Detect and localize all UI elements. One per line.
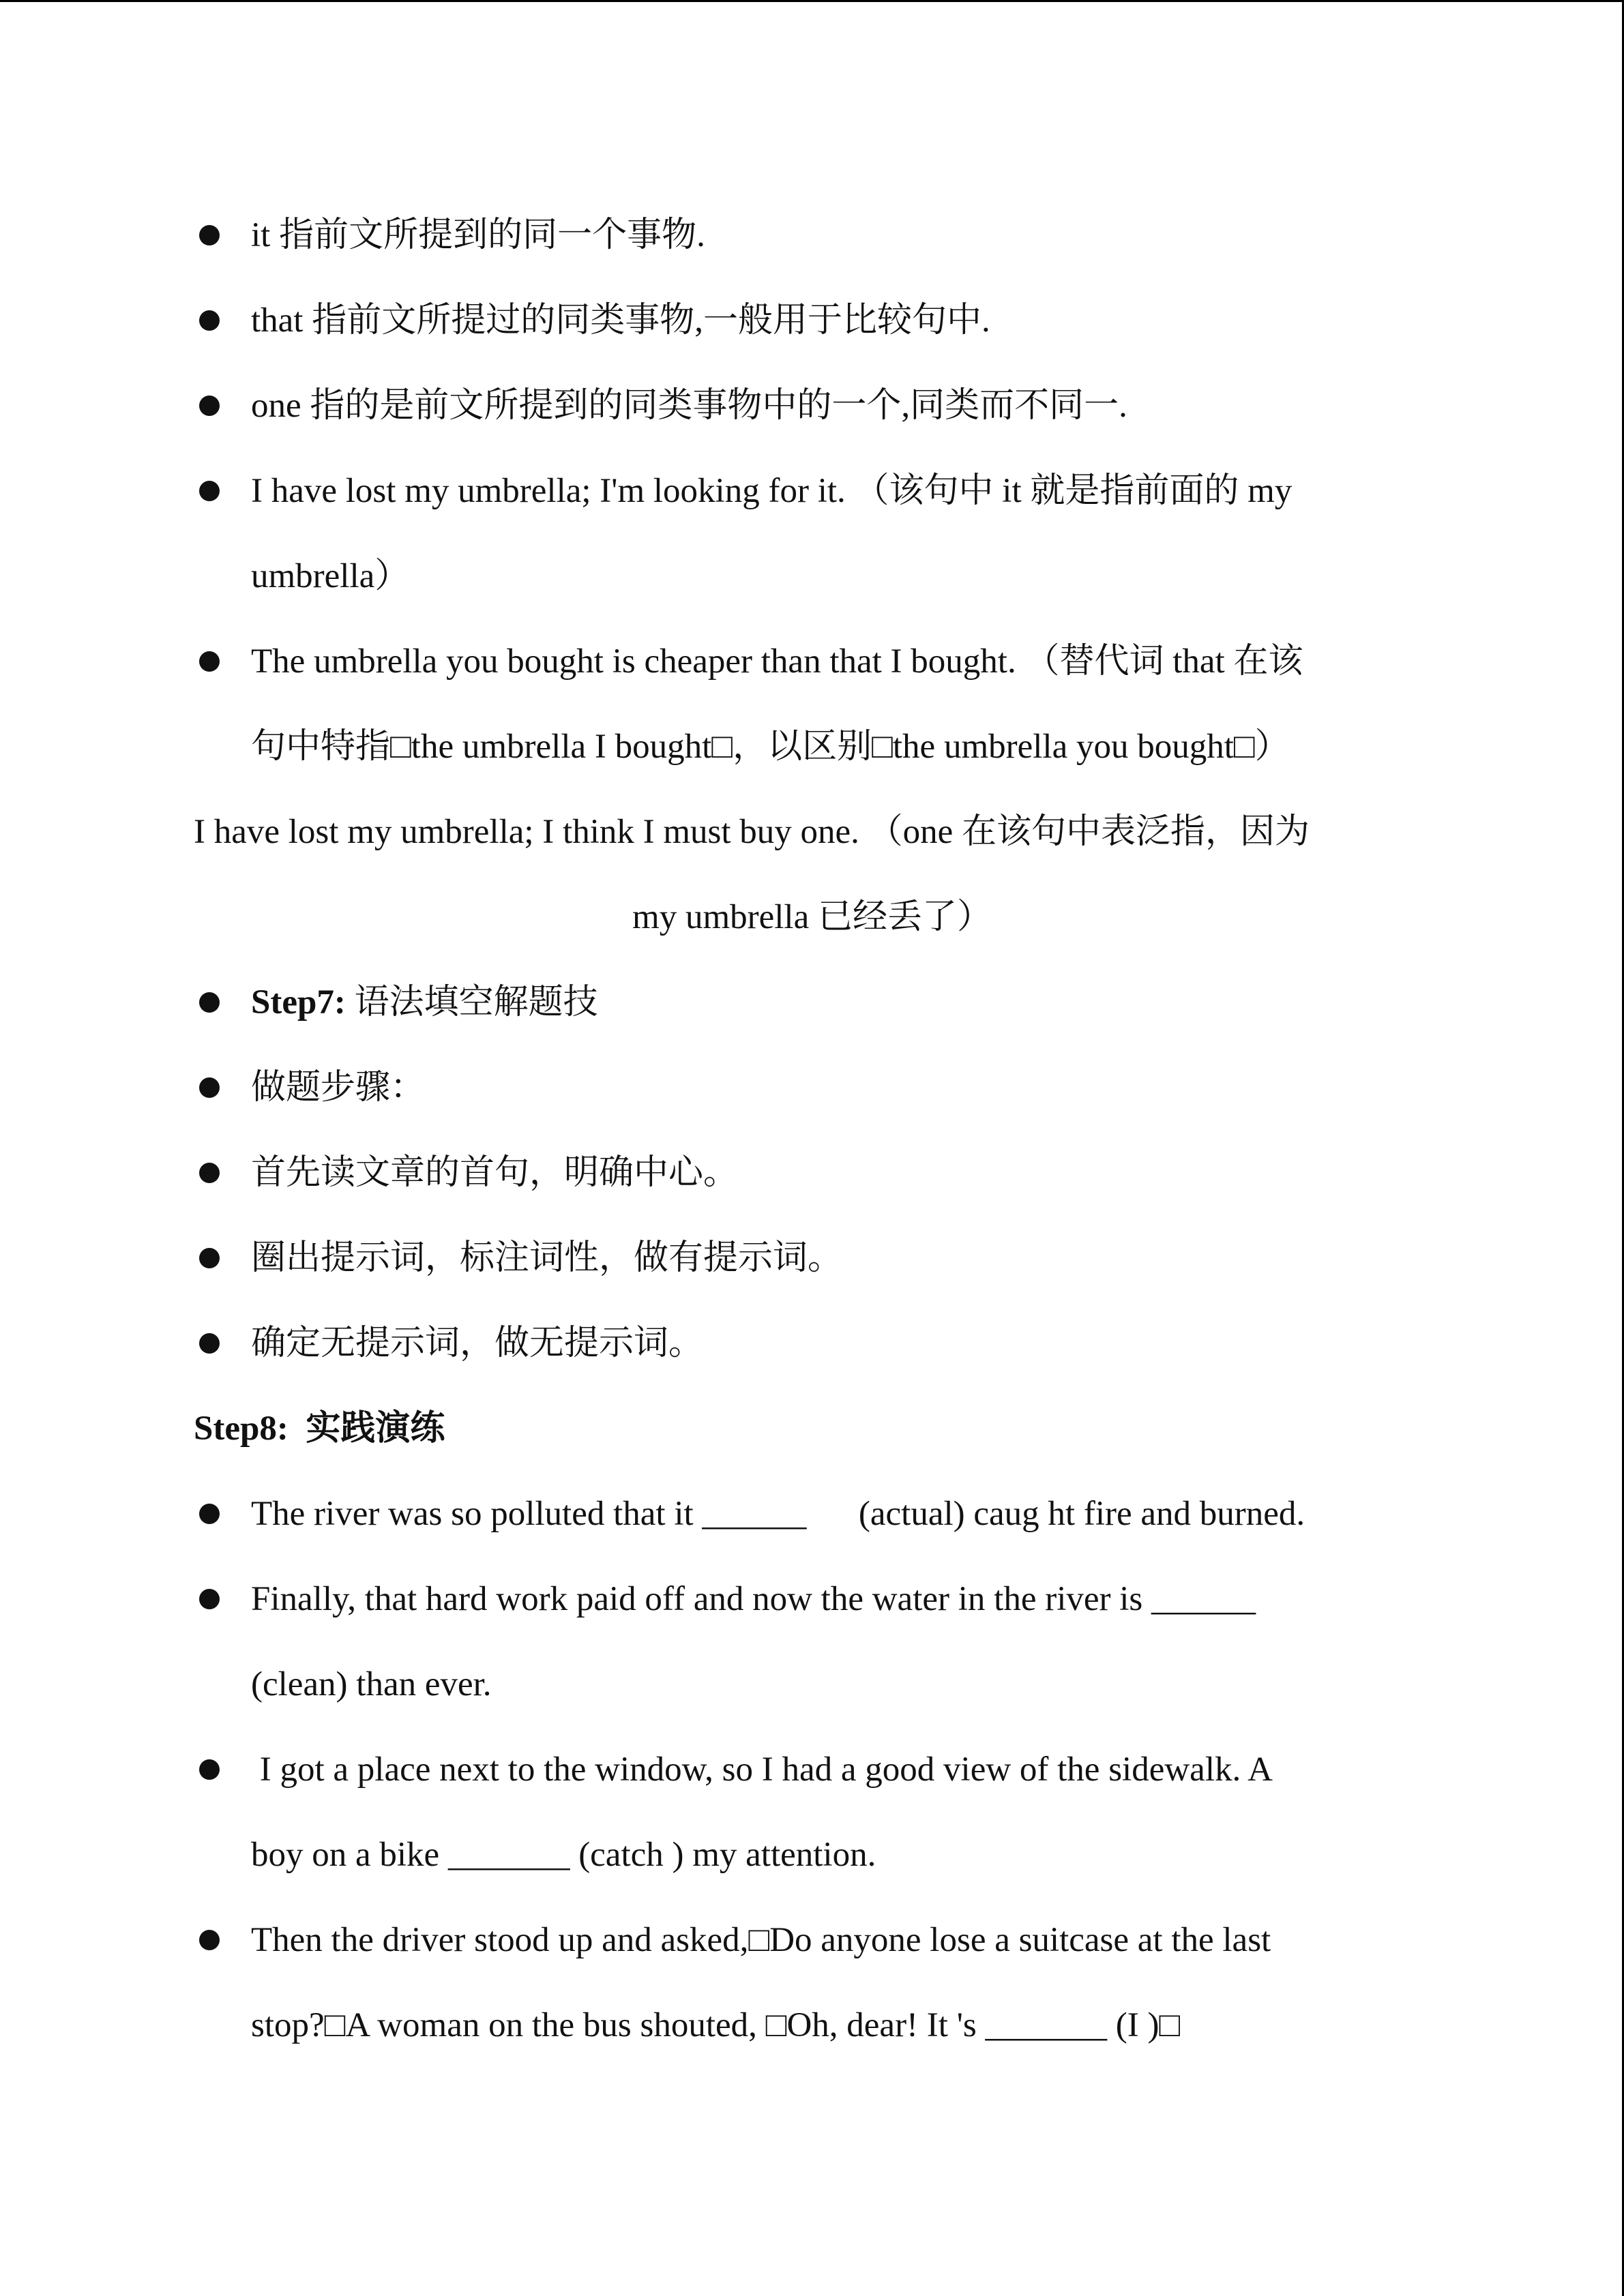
bullet-icon	[199, 1333, 220, 1354]
page-border-top	[0, 0, 1624, 2]
bullet-icon	[199, 396, 220, 416]
bullet-icon	[199, 225, 220, 245]
text-line: my umbrella 已经丢了）	[632, 898, 992, 936]
step7-heading	[251, 985, 598, 1020]
text-line: 做题步骤：	[251, 1069, 426, 1107]
bullet-icon	[199, 1163, 220, 1183]
bullet-icon	[199, 1930, 220, 1950]
step8-heading: Step8: 实践演练	[194, 1410, 445, 1448]
exercise-line: The river was so polluted that it ______ (actual) caug ht fire and burned.	[251, 1495, 1305, 1533]
text-line: 圈出提示词，标注词性，做有提示词。	[251, 1239, 843, 1277]
exercise-line: I got a place next to the window, so I had a good view of the sidewalk. A	[251, 1750, 1273, 1789]
text-line: The umbrella you bought is cheaper than that I bought. （替代词 that 在该	[251, 642, 1303, 681]
exercise-line: stop?□A woman on the bus shouted, □Oh, dear! It 's _______ (I )□	[251, 2006, 1181, 2044]
bullet-icon	[199, 1077, 220, 1098]
text-line: 首先读文章的首句，明确中心。	[251, 1154, 739, 1192]
exercise-line: Finally, that hard work paid off and now the water in the river is ______	[251, 1580, 1256, 1618]
text-line: 句中特指□the umbrella I bought□，以区别□the umbrella you bought□）	[251, 728, 1290, 766]
exercise-line: boy on a bike _______ (catch ) my attention.	[251, 1836, 876, 1874]
bullet-icon	[199, 1504, 220, 1524]
step7-label: Step7:	[251, 983, 346, 1022]
bullet-icon	[199, 992, 220, 1013]
bullet-icon	[199, 651, 220, 672]
bullet-icon	[199, 481, 220, 501]
bullet-icon	[199, 1248, 220, 1268]
text-line: I have lost my umbrella; I think I must buy one. （one 在该句中表泛指，因为	[194, 813, 1310, 851]
exercise-line: (clean) than ever.	[251, 1665, 492, 1703]
text-line: that 指前文所提过的同类事物,一般用于比较句中.	[251, 301, 990, 340]
text-line: one 指的是前文所提到的同类事物中的一个,同类而不同一.	[251, 387, 1127, 425]
bullet-icon	[199, 1589, 220, 1609]
text-line: it 指前文所提到的同一个事物.	[251, 216, 705, 254]
bullet-icon	[199, 1759, 220, 1780]
bullet-icon	[199, 310, 220, 331]
step7-title: 语法填空解题技	[354, 983, 598, 1022]
text-line: 确定无提示词，做无提示词。	[251, 1324, 704, 1362]
text-line: I have lost my umbrella; I'm looking for it. （该句中 it 就是指前面的 my	[251, 472, 1293, 510]
exercise-line: Then the driver stood up and asked,□Do anyone lose a suitcase at the last	[251, 1921, 1271, 1959]
text-line: umbrella）	[251, 557, 410, 595]
